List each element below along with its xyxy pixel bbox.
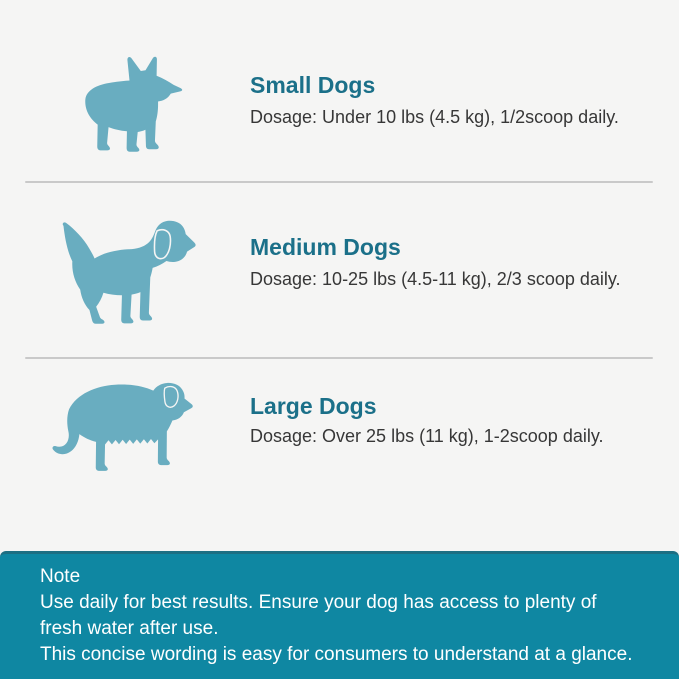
section-divider [25,181,653,183]
section-title-large-dogs: Large Dogs [250,393,377,419]
note-line: Use daily for best results. Ensure your dog has access to plenty of [40,592,597,613]
note-line: This concise wording is easy for consumers to understand at a glance. [40,644,633,665]
large-dog-ear-detail [164,387,178,408]
medium-dog-silhouette [63,221,196,324]
medium-dog-icon [55,214,205,338]
dosage-text-large-dogs: Dosage: Over 25 lbs (11 kg), 1-2scoop daily. [250,426,604,446]
section-title-medium-dogs: Medium Dogs [250,234,401,260]
small-dog-icon [72,54,187,153]
section-divider [25,357,653,359]
dosage-text-medium-dogs: Dosage: 10-25 lbs (4.5-11 kg), 2/3 scoop daily. [250,269,621,289]
small-dog-silhouette [85,57,182,152]
section-title-small-dogs: Small Dogs [250,72,376,98]
note-line: fresh water after use. [40,618,219,639]
large-dog-icon [42,369,210,480]
note-box [0,551,679,679]
note-title: Note [40,566,81,587]
dosage-text-small-dogs: Dosage: Under 10 lbs (4.5 kg), 1/2scoop daily. [250,107,619,127]
